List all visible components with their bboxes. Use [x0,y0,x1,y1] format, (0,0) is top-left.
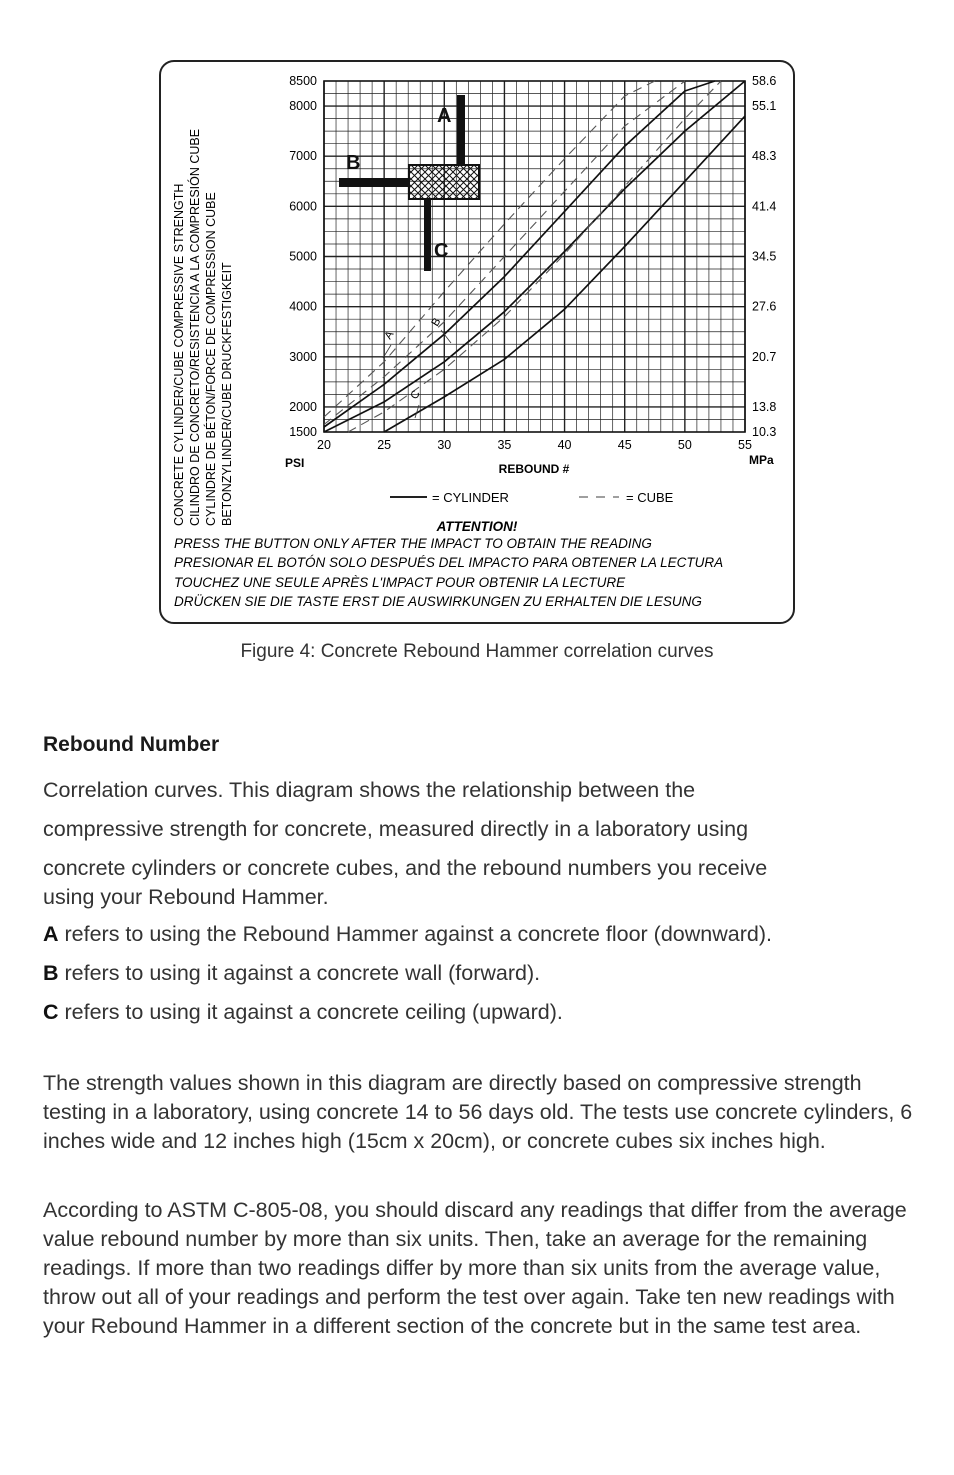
rebound-tick-label: 30 [437,438,452,452]
intro-line-3: concrete cylinders or concrete cubes, and the rebound numbers you receive [43,856,768,880]
rebound-tick-label: 25 [377,438,392,452]
marker-c-label: C [434,240,449,262]
psi-tick-label: 8500 [289,74,317,88]
psi-tick-label: 5000 [289,249,317,264]
psi-tick-label: 6000 [289,199,317,214]
curve-tag-c: C [408,388,423,402]
intro-line-4: using your Rebound Hammer. [43,885,329,909]
orientation-a [43,915,923,954]
orientation-b-text: refers to using it against a concrete wall (forward). [58,961,541,985]
marker-a-label: A [437,105,452,127]
attention-line-de: DRÜCKEN SIE DIE TASTE ERST DIE AUSWIRKUNGEN ZU ERHALTEN DIE LESUNG [174,594,702,609]
rebound-tick-label: 40 [557,438,572,452]
rebound-tick-label: 35 [497,438,512,452]
mpa-tick-label: 58.6 [752,74,777,88]
psi-tick-label: 3000 [289,349,317,364]
curve-tag-a: A [382,329,397,342]
orientation-c-key: C [43,1000,59,1024]
rebound-tick-label: 55 [738,438,752,452]
legend-cylinder-label: = CYLINDER [432,490,509,505]
legend-cube-label: = CUBE [626,490,674,505]
astm-paragraph: According to ASTM C-805-08, you should discard any readings that differ from the average value rebound number by more than six units. Then, take an average for the remaining readings. If more than two readings differ by more than six units from the average value, throw out all of your readings and perform the test over again. Take ten new readings with your Rebound Hammer in a different section of the concrete but in the same test area. [43,1198,907,1338]
mpa-tick-label: 10.3 [752,425,777,439]
mpa-tick-label: 20.7 [752,349,777,364]
correlation-chart-figure [159,60,795,624]
marker-b-label: B [346,152,361,174]
orientation-b-key: B [43,961,59,985]
strength-paragraph: The strength values shown in this diagram are directly based on compressive strength testing in a laboratory, using concrete 14 to 56 days old. The tests use concrete cylinders, 6 inches wide and 12 inches high (15cm x 20cm), or concrete cubes six inches high. [43,1071,913,1153]
y-axis-title-line-2: CILINDRO DE CONCRETO/RESISTENCIA A LA COMPRESIÓN CUBE [188,128,202,526]
mpa-tick-label: 55.1 [752,99,777,114]
psi-tick-label: 7000 [289,149,317,164]
orientation-a-key: A [43,922,59,946]
orientation-c [43,993,923,1032]
mpa-tick-label: 34.5 [752,249,777,264]
attention-line-en: PRESS THE BUTTON ONLY AFTER THE IMPACT TO OBTAIN THE READING [174,536,652,551]
rebound-tick-label: 50 [677,438,692,452]
attention-line-fr: TOUCHEZ UNE SEULE APRÈS L'IMPACT POUR OBTENIR LA LECTURE [174,575,626,590]
section-title: Rebound Number [43,733,220,756]
y-axis-title-line-4: BETONZYLINDER/CUBE DRUCKFESTIGKEIT [220,262,234,526]
rebound-tick-label: 45 [617,438,632,452]
intro-line-1: Correlation curves. This diagram shows the relationship between the [43,778,696,802]
rebound-tick-label: 20 [317,438,331,452]
marker-c-bar [424,199,431,271]
mpa-tick-label: 41.4 [752,199,777,214]
psi-tick-label: 8000 [289,99,317,114]
mpa-tick-label: 13.8 [752,399,777,414]
attention-title: ATTENTION! [436,519,518,534]
orientation-a-text: refers to using the Rebound Hammer against a concrete floor (downward). [58,922,772,946]
y-axis-title-line-1: CONCRETE CYLINDER/CUBE COMPRESSIVE STRENGTH [172,183,186,526]
intro-paragraph [43,771,923,907]
psi-tick-label: 1500 [289,425,317,439]
intro-line-2: compressive strength for concrete, measured directly in a laboratory using [43,817,749,841]
reading-box [409,165,479,199]
orientation-list [43,915,923,1032]
mpa-unit-label: MPa [749,453,774,467]
chart-svg [159,60,795,624]
psi-tick-label: 4000 [289,299,317,314]
orientation-c-text: refers to using it against a concrete ceiling (upward). [58,1000,563,1024]
figure-caption: Figure 4: Concrete Rebound Hammer correlation curves [240,641,714,662]
marker-b-bar [339,178,409,187]
psi-unit-label: PSI [285,456,305,470]
marker-a-bar [457,95,465,165]
curve-tag-b: B [429,316,444,329]
attention-line-es: PRESIONAR EL BOTÓN SOLO DESPUÉS DEL IMPACTO PARA OBTENER LA LECTURA [174,555,724,570]
mpa-tick-label: 48.3 [752,149,777,164]
y-axis-title-line-3: CYLINDRE DE BÉTON/FORCE DE COMPRESSION CUBE [204,192,218,526]
x-axis-label: REBOUND # [498,462,570,476]
psi-tick-label: 2000 [289,399,317,414]
orientation-b [43,954,923,993]
mpa-tick-label: 27.6 [752,299,777,314]
